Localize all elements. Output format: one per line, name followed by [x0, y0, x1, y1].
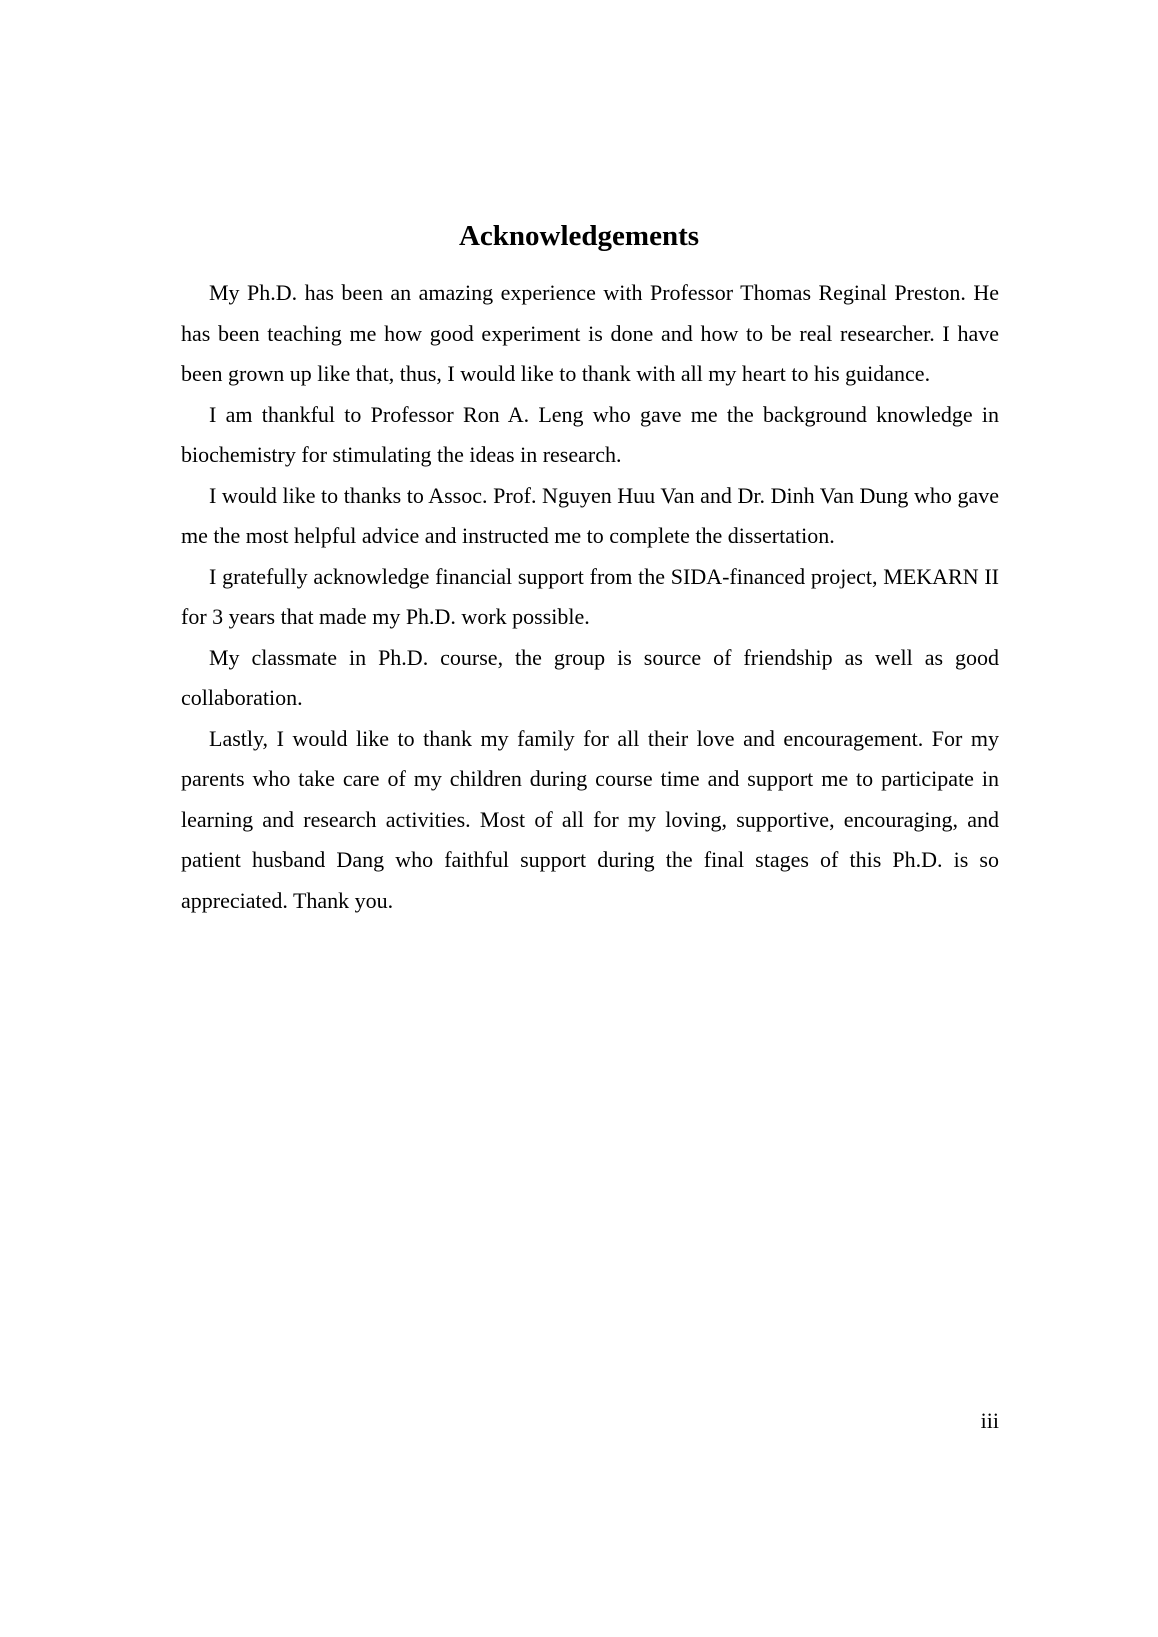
- paragraph-family: Lastly, I would like to thank my family for all their love and encouragement. For my parents who take care of my children during course time and support me to participate in learning and research activities. Most of all for my loving, supportive, encouraging, and patient husband Dang who faithful support during the final stages of this Ph.D. is so appreciated. Thank you.: [181, 725, 999, 913]
- paragraph-preston: My Ph.D. has been an amazing experience with Professor Thomas Reginal Preston. He has been teaching me how good experiment is done and how to be real researcher. I have been grown up like that, thus, I would like to thank with all my heart to his guidance.: [181, 280, 999, 386]
- paragraph-advisors: I would like to thanks to Assoc. Prof. Nguyen Huu Van and Dr. Dinh Van Dung who gave me the most helpful advice and instructed me to complete the dissertation.: [181, 482, 999, 548]
- paragraph-classmates: My classmate in Ph.D. course, the group is source of friendship as well as good collaboration.: [181, 644, 999, 710]
- paragraph-leng: I am thankful to Professor Ron A. Leng who gave me the background knowledge in biochemistry for stimulating the ideas in research.: [181, 401, 999, 467]
- acknowledgements-body: [181, 273, 999, 921]
- page-number: iii: [980, 1408, 999, 1433]
- page-title: Acknowledgements: [458, 220, 700, 252]
- paragraph-funding: I gratefully acknowledge financial support from the SIDA-financed project, MEKARN II for 3 years that made my Ph.D. work possible.: [181, 563, 999, 629]
